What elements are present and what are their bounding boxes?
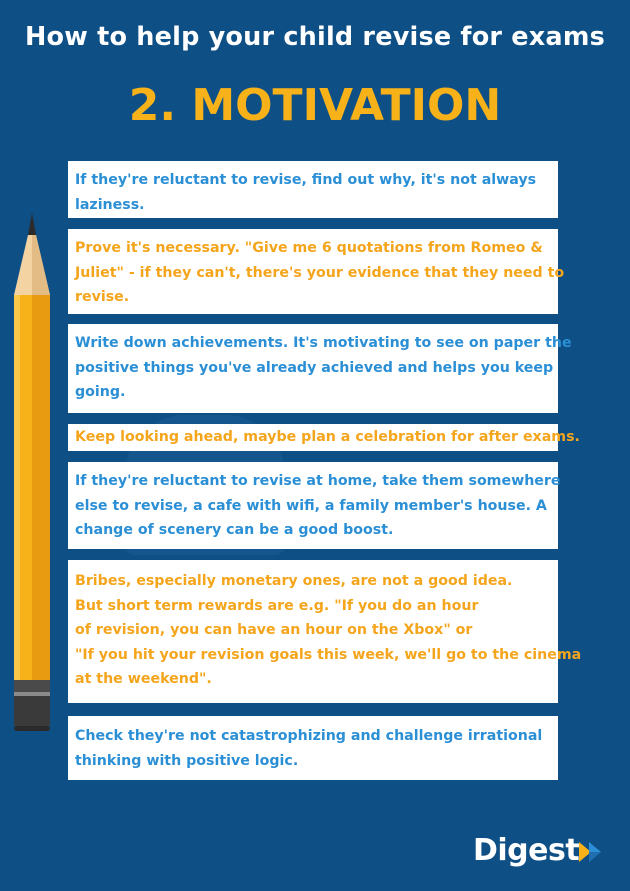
tip-6-line-2: But short term rewards are e.g. "If you do an hour: [75, 597, 479, 614]
tip-5-line-1: If they're reluctant to revise at home, take them somewhere: [75, 473, 561, 489]
digest-logo: Digest: [473, 833, 580, 868]
tip-1-line-1: If they're reluctant to revise, find out why, it's not always: [75, 172, 537, 188]
tip-3-line-1: Write down achievements. It's motivating to see on paper the: [75, 335, 572, 351]
tip-card-2: [68, 229, 565, 314]
tip-6-line-4: "If you hit your revision goals this week, we'll go to the cinema: [75, 646, 582, 663]
page-title: How to help your child revise for exams: [25, 22, 605, 52]
tip-3-line-2: positive things you've already achieved and helps you keep: [75, 359, 554, 376]
tip-6-line-3: of revision, you can have an hour on the Xbox" or: [75, 622, 473, 638]
tip-card-1: [68, 161, 558, 218]
tip-7-line-2: thinking with positive logic.: [75, 752, 299, 769]
tip-7-line-1: Check they're not catastrophizing and challenge irrational: [75, 728, 543, 744]
tip-6-line-5: at the weekend".: [75, 671, 212, 687]
tip-card-4: [68, 424, 580, 451]
tip-2-line-1: Prove it's necessary. "Give me 6 quotations from Romeo &: [75, 240, 543, 256]
tip-1-line-2: laziness.: [75, 196, 145, 213]
section-heading: 2. MOTIVATION: [128, 80, 502, 131]
tip-6-line-1: Bribes, especially monetary ones, are not a good idea.: [75, 573, 513, 589]
tip-card-6: [68, 560, 582, 703]
tip-card-7: [68, 716, 558, 780]
tip-card-5: [68, 462, 561, 549]
tip-card-3: [68, 324, 572, 413]
tip-2-line-3: revise.: [75, 289, 130, 305]
pencil-illustration: [10, 213, 55, 733]
tip-4-line-1: Keep looking ahead, maybe plan a celebration for after exams.: [75, 429, 580, 445]
play-arrows-icon: [577, 840, 605, 864]
tip-2-line-2: Juliet" - if they can't, there's your evidence that they need to: [75, 264, 565, 281]
tip-3-line-3: going.: [75, 384, 126, 400]
tip-5-line-2: else to revise, a cafe with wifi, a family member's house. A: [75, 497, 547, 514]
tip-5-line-3: change of scenery can be a good boost.: [75, 522, 394, 538]
